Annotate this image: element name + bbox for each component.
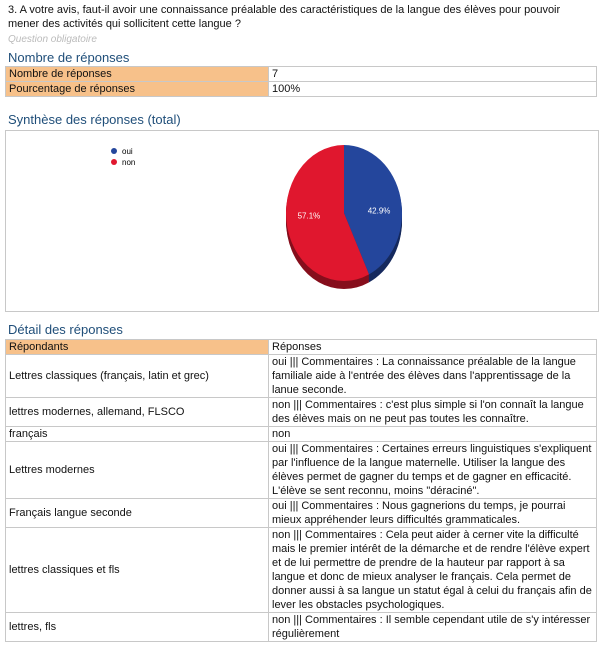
stats-row [6,82,597,97]
answer-cell: oui ||| Commentaires : La connaissance préalable de la langue familiale aide à l'entrée des élèves dans l'apprentissage de la lanue seconde. [269,355,597,398]
respondent-cell: Lettres modernes [6,442,269,499]
stats-value: 100% [269,82,597,97]
table-row [6,499,597,528]
legend-label: oui [122,147,133,156]
details-heading: Détail des réponses [8,322,123,337]
legend-label: non [122,158,136,167]
respondent-cell: français [6,427,269,442]
question-title: 3. A votre avis, faut-il avoir une connaissance préalable des caractéristiques de la langue des élèves pour pouvoir mener des activités qui sollicitent cette langue ? [8,4,561,30]
stats-heading: Nombre de réponses [8,50,130,65]
answer-cell: non ||| Commentaires : Il semble cependant utile de s'y intéresser régulièrement [269,613,597,642]
table-row [6,442,597,499]
table-row [6,398,597,427]
summary-heading: Synthèse des réponses (total) [8,112,181,127]
stats-row [6,67,597,82]
answer-cell: oui ||| Commentaires : Certaines erreurs linguistiques s'expliquent par l'influence de la langue maternelle. Utiliser la langue des élèves permet de gagner du temps et de gagner en efficacité. L'élève se sent reconnu, moins "déraciné". [269,442,597,499]
stats-table [5,66,597,97]
pie-slice-label: 57.1% [297,211,321,221]
legend-marker [111,159,117,165]
details-header-row [6,340,597,355]
question-subtitle: Question obligatoire [8,34,97,45]
table-row [6,613,597,642]
respondent-cell: Français langue seconde [6,499,269,528]
table-row [6,528,597,613]
details-header-answers: Réponses [269,340,597,355]
table-row [6,355,597,398]
pie-chart-svg [6,131,598,311]
answer-cell: non [269,427,597,442]
answer-cell: non ||| Commentaires : c'est plus simple si l'on connaît la langue des élèves mais on ne peut pas toutes les connaître. [269,398,597,427]
respondent-cell: lettres classiques et fls [6,528,269,613]
stats-label: Nombre de réponses [6,67,269,82]
stats-label: Pourcentage de réponses [6,82,269,97]
stats-value: 7 [269,67,597,82]
answer-cell: oui ||| Commentaires : Nous gagnerions du temps, je pourrai mieux appréhender leurs difficultés grammaticales. [269,499,597,528]
legend-marker [111,148,117,154]
respondent-cell: lettres modernes, allemand, FLSCO [6,398,269,427]
pie-chart [5,130,599,312]
table-row [6,427,597,442]
details-header-respondents: Répondants [6,340,269,355]
answer-cell: non ||| Commentaires : Cela peut aider à cerner vite la difficulté mais le premier intérêt de la démarche et de rendre l'élève expert et de lui permettre de prendre de la hauteur par rapport à sa langue et donc de mieux analyser le français. Cela permet de donner aussi à sa langue un statut égal à celui du français afin de lever les obstacles psychologiques. [269,528,597,613]
respondent-cell: Lettres classiques (français, latin et grec) [6,355,269,398]
respondent-cell: lettres, fls [6,613,269,642]
pie-slice-label: 42.9% [367,206,391,216]
details-table [5,339,597,642]
